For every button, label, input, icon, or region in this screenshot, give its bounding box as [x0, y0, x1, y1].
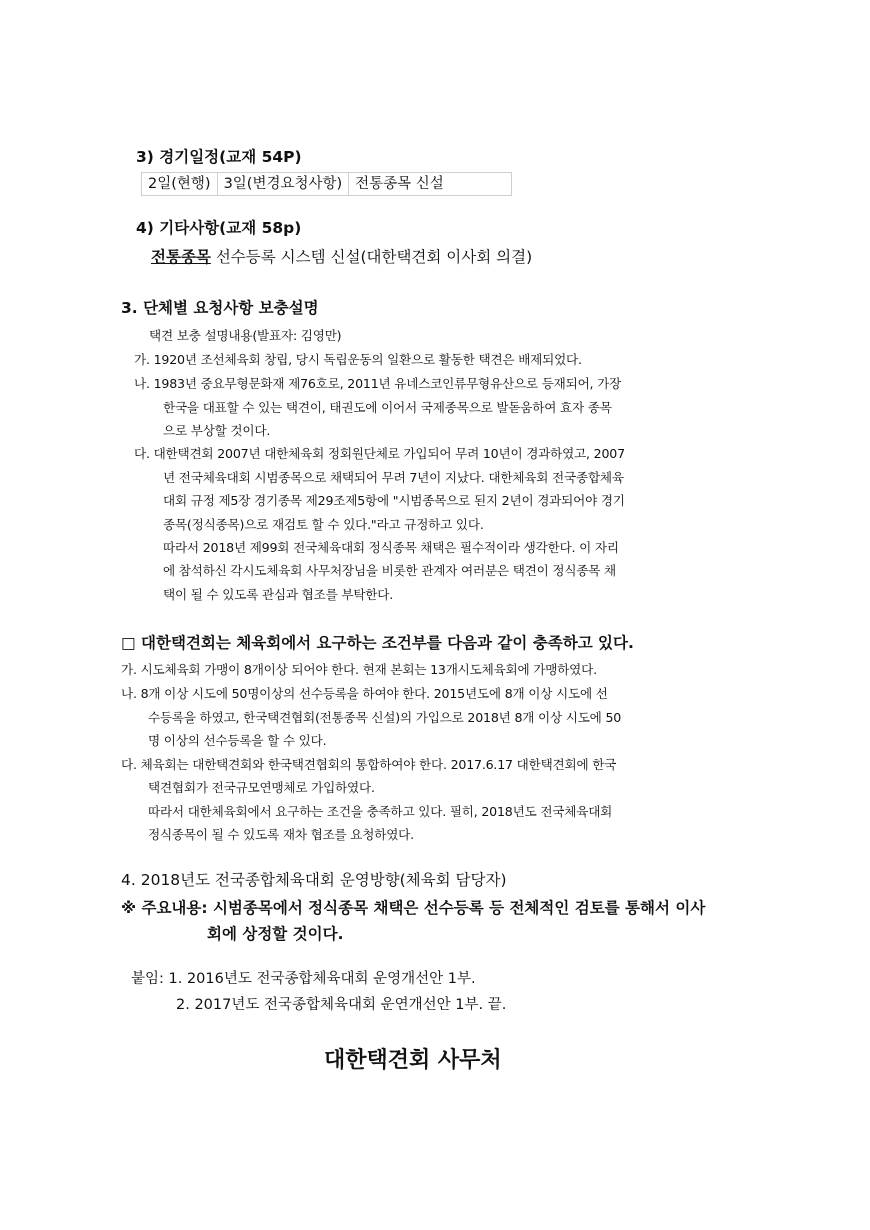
- conditions-line: 수등록을 하였고, 한국택견협회(전통종목 신설)의 가입으로 2018년 8개 이상 시도에 50: [148, 710, 622, 725]
- section3-line: 나. 1983년 중요무형문화재 제76호로, 2011년 유네스코인류무형유산으로 등재되어, 가장: [134, 376, 622, 391]
- schedule-cell-current: 2일(현행): [142, 173, 218, 195]
- conditions-line: 정식종목이 될 수 있도록 재차 협조를 요청하였다.: [148, 827, 414, 842]
- section3-line: 종목(정식종목)으로 재검토 할 수 있다."라고 규정하고 있다.: [163, 517, 484, 532]
- conditions-heading: □ 대한택견회는 체육회에서 요구하는 조건부를 다음과 같이 충족하고 있다.: [121, 634, 634, 652]
- schedule-cell-change: 3일(변경요청사항): [218, 173, 350, 195]
- conditions-line: 가. 시도체육회 가맹이 8개이상 되어야 한다. 현재 본회는 13개시도체육회에 가맹하였다.: [121, 662, 597, 677]
- signature: 대한택견회 사무처: [324, 1048, 502, 1073]
- attachment-line2: 2. 2017년도 전국종합체육대회 운연개선안 1부. 끝.: [176, 997, 507, 1013]
- conditions-line: 나. 8개 이상 시도에 50명이상의 선수등록을 하여야 한다. 2015년도에 8개 이상 시도에 선: [121, 686, 608, 701]
- conditions-line: 다. 체육회는 대한택견회와 한국택견협회의 통합하여야 한다. 2017.6.17 대한택견회에 한국: [121, 757, 617, 772]
- section3-line: 년 전국체육대회 시범종목으로 채택되어 무려 7년이 지났다. 대한체육회 전국종합체육: [163, 470, 624, 485]
- conditions-line: 명 이상의 선수등록을 할 수 있다.: [148, 733, 327, 748]
- conditions-line: 택견협회가 전국규모연맹체로 가입하였다.: [148, 780, 375, 795]
- section3-line: 대회 규정 제5장 경기종목 제29조제5항에 "시범종목으로 된지 2년이 경과되어야 경기: [163, 493, 625, 508]
- section4-heading: 4. 2018년도 전국종합체육대회 운영방향(체육회 담당자): [121, 871, 507, 889]
- other-line-rest: 선수등록 시스템 신설(대한택견회 이사회 의결): [210, 248, 533, 266]
- section3-line: 다. 대한택견회 2007년 대한체육회 정회원단체로 가입되어 무려 10년이 경과하였고, 2007: [134, 446, 625, 461]
- schedule-table-row: [141, 172, 512, 196]
- section4-note-line2: 회에 상정할 것이다.: [207, 925, 344, 943]
- section3-heading: 3. 단체별 요청사항 보충설명: [121, 299, 319, 317]
- other-line-emphasis: 전통종목: [151, 248, 211, 266]
- other-heading: 4) 기타사항(교재 58p): [136, 219, 302, 237]
- attachment-line1: 붙임: 1. 2016년도 전국종합체육대회 운영개선안 1부.: [131, 971, 476, 987]
- section3-line: 가. 1920년 조선체육회 창립, 당시 독립운동의 일환으로 활동한 택견은 배제되었다.: [134, 352, 582, 367]
- section3-line: 따라서 2018년 제99회 전국체육대회 정식종목 채택은 필수적이라 생각한다. 이 자리: [163, 540, 619, 555]
- schedule-cell-new: 전통종목 신설: [355, 176, 444, 192]
- section3-line: 에 참석하신 각시도체육회 사무처장님을 비롯한 관계자 여러분은 택견이 정식종목 채: [163, 563, 617, 578]
- section4-note-line1: ※ 주요내용: 시범종목에서 정식종목 채택은 선수등록 등 전체적인 검토를 통해서 이사: [121, 899, 706, 917]
- section3-line: 으로 부상할 것이다.: [163, 423, 271, 438]
- schedule-heading: 3) 경기일정(교재 54P): [136, 148, 302, 166]
- section3-line: 한국을 대표할 수 있는 택견이, 태권도에 이어서 국제종목으로 발돋움하여 효자 종목: [163, 400, 612, 415]
- section3-line: 택이 될 수 있도록 관심과 협조를 부탁한다.: [163, 587, 394, 602]
- conditions-line: 따라서 대한체육회에서 요구하는 조건을 충족하고 있다. 필히, 2018년도 전국체육대회: [148, 804, 613, 819]
- section3-sub: 택견 보충 설명내용(발표자: 김영만): [149, 328, 342, 343]
- other-line: [151, 245, 532, 267]
